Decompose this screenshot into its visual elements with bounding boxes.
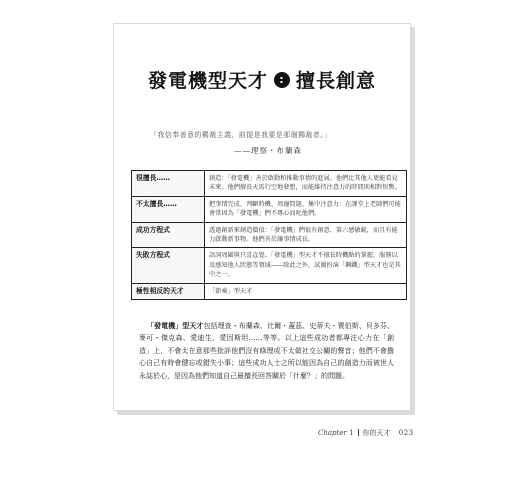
body-paragraph	[139, 320, 394, 382]
table-row	[132, 283, 407, 299]
footer-divider	[358, 429, 359, 436]
body-text: 包括理查・布蘭森、比爾・蓋茲、史蒂夫・賈伯斯、貝多芬、麥可・傑克森、愛迪生、愛因斯坦……等等。以上這些成功者都專注心力在「創造」上，不會太在意那些批評他們沒有條理或不太做社交公關的聲音；他們不會擔心自己有時會健忘或錯失小事；這些成功人士之所以能因為自己的創造力而被世人永誌於心，是因為他們知道自己最擅長回答關於「什麼？」的問題。	[139, 322, 395, 380]
page-footer	[318, 428, 414, 438]
title-right: 擅長創意	[296, 70, 377, 92]
body-lead: 「發電機」型天才	[147, 321, 204, 330]
table-row	[132, 248, 407, 283]
trait-label: 很擅長……	[132, 171, 205, 197]
title-separator-icon: :	[274, 72, 290, 88]
section-name: 你的天才	[362, 429, 391, 437]
trait-value: 透過創新來創造價值：「發電機」們很有創意、第六感敏銳，而且有能力啟動新事物。他們善於讓事情成長。	[205, 222, 407, 248]
trait-value: 語詞周圍與只喜直覺。「發電機」型天才不擅長時機點的掌握、服務以及感知他人狀態等領域——除此之外，試圖扮演「鋼鐵」型天才也是其中之一。	[205, 248, 407, 283]
trait-label: 失敗方程式	[132, 248, 205, 283]
trait-value: 創造：「發電機」善於啟動和推動事情的進展。他們比其他人更能看見未來。他們擅長天馬行空地發想，而能維持注意力的時間則相對短暫。	[205, 171, 407, 197]
trait-value: 把事情完成、判斷時機、周邊問題、集中注意力：在課堂上老師們可能會常因為「發電機」們不專心而叱他們。	[205, 196, 407, 222]
table-row	[132, 196, 407, 222]
page-title	[114, 66, 410, 93]
trait-value: 「節奏」型天才	[205, 283, 407, 299]
table-row	[132, 171, 407, 197]
trait-label: 成功方程式	[132, 222, 205, 248]
traits-table	[131, 170, 407, 300]
book-page	[113, 23, 411, 411]
table-row	[132, 222, 407, 248]
trait-label: 極性相反的天才	[132, 283, 205, 299]
epigraph-author: ——理察・布蘭森	[234, 146, 302, 155]
chapter-number: 1	[349, 429, 354, 437]
page-number: 023	[398, 429, 414, 437]
trait-label: 不太擅長……	[132, 196, 205, 222]
chapter-label: Chapter	[318, 429, 347, 437]
title-left: 發電機型天才	[147, 70, 268, 92]
epigraph-quote: 「我信奉善意的獨裁主義，前提是我要是那個獨裁者。」	[150, 131, 332, 139]
